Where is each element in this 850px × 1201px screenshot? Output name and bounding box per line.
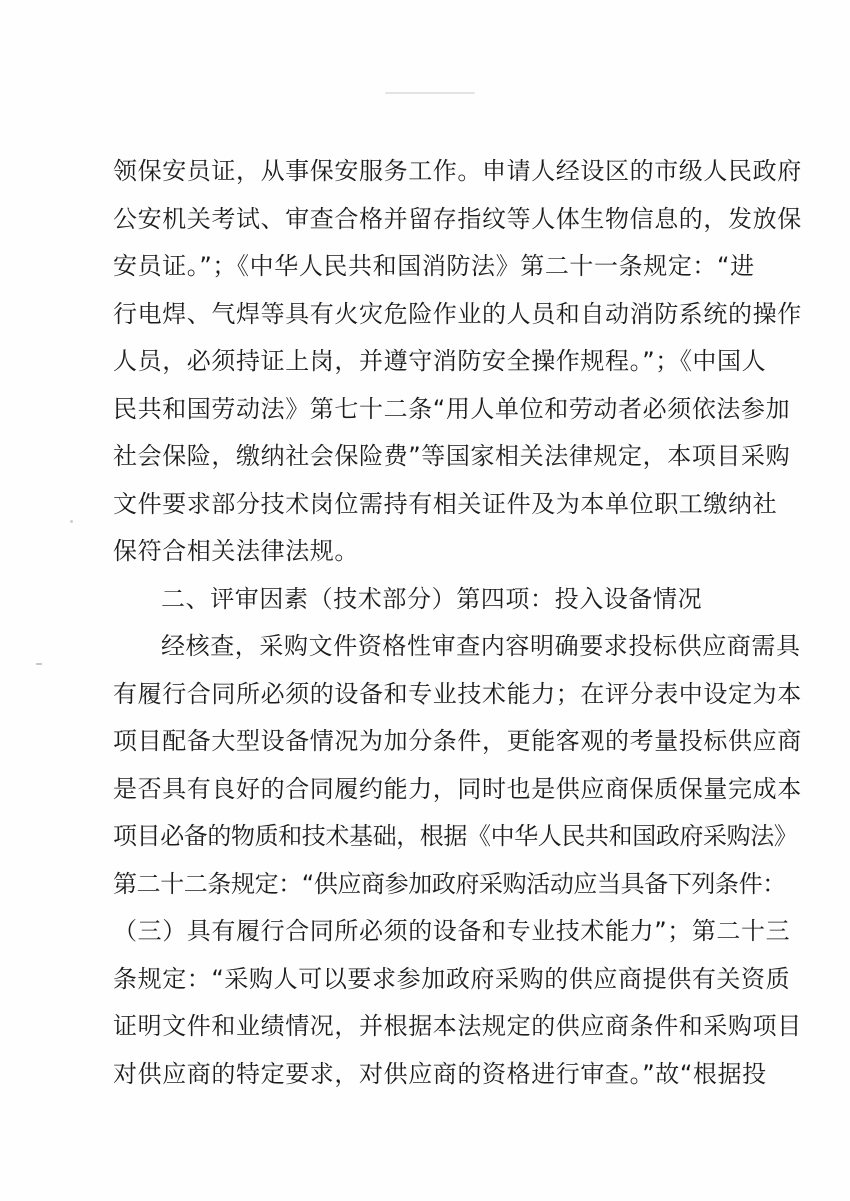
text-line: 民共和国劳动法》第七十二条“用人单位和劳动者必须依法参加 — [113, 394, 791, 423]
text-line: 经核查，采购文件资格性审查内容明确要求投标供应商需具 — [161, 632, 801, 660]
text-line: 领保安员证，从事保安服务工作。申请人经设区的市级人民政府 — [113, 157, 802, 185]
text-line: 对供应商的特定要求，对供应商的资格进行审查。”故“根据投 — [113, 1059, 767, 1088]
scan-artifact — [385, 92, 475, 94]
text-line: 安员证。”；《中华人民共和国消防法》第二十一条规定：“进 — [113, 252, 755, 280]
section-heading: 二、评审因素（技术部分）第四项：投入设备情况 — [161, 584, 703, 613]
text-line: 证明文件和业绩情况，并根据本法规定的供应商条件和采购项目 — [113, 1012, 802, 1040]
text-line: 项目必备的物质和技术基础，根据《中华人民共和国政府采购法》 — [113, 822, 798, 850]
text-line: 人员，必须持证上岗，并遵守消防安全操作规程。”；《中国人 — [113, 347, 767, 375]
text-line: 有履行合同所必须的设备和专业技术能力；在评分表中设定为本 — [113, 679, 802, 708]
text-line: 是否具有良好的合同履约能力，同时也是供应商保质保量完成本 — [113, 774, 802, 803]
scan-speck — [70, 520, 73, 523]
text-line: （三）具有履行合同所必须的设备和专业技术能力”；第二十三 — [113, 917, 791, 945]
text-line: 行电焊、气焊等具有火灾危险作业的人员和自动消防系统的操作 — [113, 299, 802, 328]
body-text — [113, 148, 802, 1098]
text-line: 项目配备大型设备情况为加分条件，更能客观的考量投标供应商 — [113, 727, 802, 755]
text-line: 公安机关考试、审查合格并留存指纹等人体生物信息的，发放保 — [113, 204, 802, 233]
text-line: 条规定：“采购人可以要求参加政府采购的供应商提供有关资质 — [113, 964, 791, 993]
text-line: 保符合相关法律法规。 — [113, 537, 359, 565]
text-line: 社会保险，缴纳社会保险费”等国家相关法律规定，本项目采购 — [113, 442, 791, 470]
text-line: 文件要求部分技术岗位需持有相关证件及为本单位职工缴纳社 — [113, 489, 778, 518]
scan-speck — [36, 663, 42, 665]
text-line: 第二十二条规定：“供应商参加政府采购活动应当具备下列条件： — [113, 869, 786, 898]
